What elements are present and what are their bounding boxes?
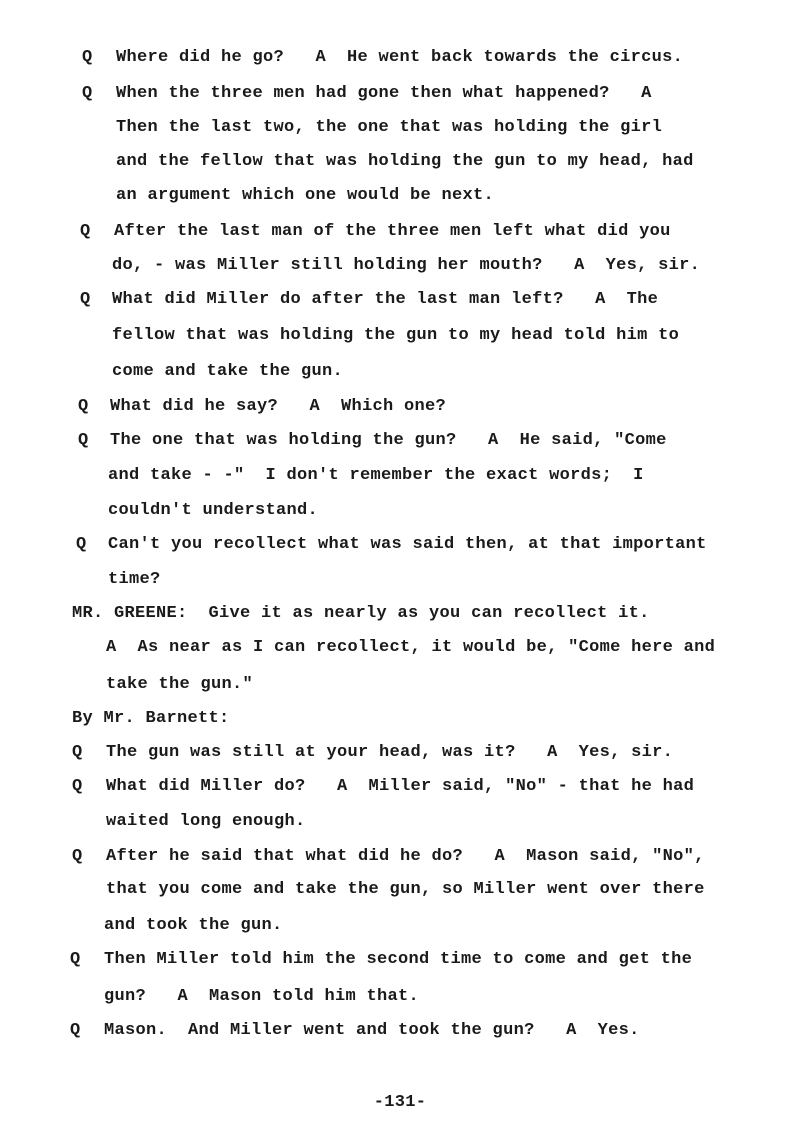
question-marker: Q — [70, 1021, 81, 1040]
transcript-line: gun? A Mason told him that. — [104, 987, 420, 1006]
transcript-line: After he said that what did he do? A Mason said, "No", — [106, 847, 705, 866]
transcript-line: What did he say? A Which one? — [110, 397, 447, 416]
transcript-line: Then the last two, the one that was holding the girl — [116, 118, 663, 137]
transcript-line: What did Miller do? A Miller said, "No" - that he had — [106, 777, 695, 796]
transcript-line: time? — [108, 570, 161, 589]
question-marker: Q — [72, 847, 83, 866]
speaker-line: MR. GREENE: Give it as nearly as you can recollect it. — [72, 604, 650, 623]
transcript-line: What did Miller do after the last man left? A The — [112, 290, 659, 309]
transcript-line: and the fellow that was holding the gun to my head, had — [116, 152, 694, 171]
transcript-line: take the gun." — [106, 675, 254, 694]
page-number: -131- — [373, 1093, 427, 1112]
transcript-line: The gun was still at your head, was it? A Yes, sir. — [106, 743, 674, 762]
transcript-line: Can't you recollect what was said then, at that important — [108, 535, 707, 554]
question-marker: Q — [70, 950, 81, 969]
transcript-line: Then Miller told him the second time to come and get the — [104, 950, 693, 969]
question-marker: Q — [82, 48, 93, 67]
transcript-line: that you come and take the gun, so Miller went over there — [106, 880, 705, 899]
examiner-heading: By Mr. Barnett: — [72, 709, 230, 728]
question-marker: Q — [76, 535, 87, 554]
transcript-line: The one that was holding the gun? A He said, "Come — [110, 431, 667, 450]
transcript-line: A As near as I can recollect, it would be, "Come here and — [106, 638, 716, 657]
transcript-line: do, - was Miller still holding her mouth? A Yes, sir. — [112, 256, 701, 275]
question-marker: Q — [80, 290, 91, 309]
question-marker: Q — [80, 222, 91, 241]
transcript-line: After the last man of the three men left what did you — [114, 222, 671, 241]
transcript-line: and took the gun. — [104, 916, 283, 935]
question-marker: Q — [78, 431, 89, 450]
transcript-line: Mason. And Miller went and took the gun? A Yes. — [104, 1021, 640, 1040]
transcript-line: Where did he go? A He went back towards the circus. — [116, 48, 684, 67]
transcript-line: waited long enough. — [106, 812, 306, 831]
transcript-line: come and take the gun. — [112, 362, 344, 381]
question-marker: Q — [72, 777, 83, 796]
transcript-line: an argument which one would be next. — [116, 186, 495, 205]
question-marker: Q — [72, 743, 83, 762]
question-marker: Q — [78, 397, 89, 416]
transcript-line: When the three men had gone then what happened? A — [116, 84, 652, 103]
transcript-line: fellow that was holding the gun to my head told him to — [112, 326, 680, 345]
transcript-line: and take - -" I don't remember the exact words; I — [108, 466, 644, 485]
transcript-line: couldn't understand. — [108, 501, 319, 520]
question-marker: Q — [82, 84, 93, 103]
